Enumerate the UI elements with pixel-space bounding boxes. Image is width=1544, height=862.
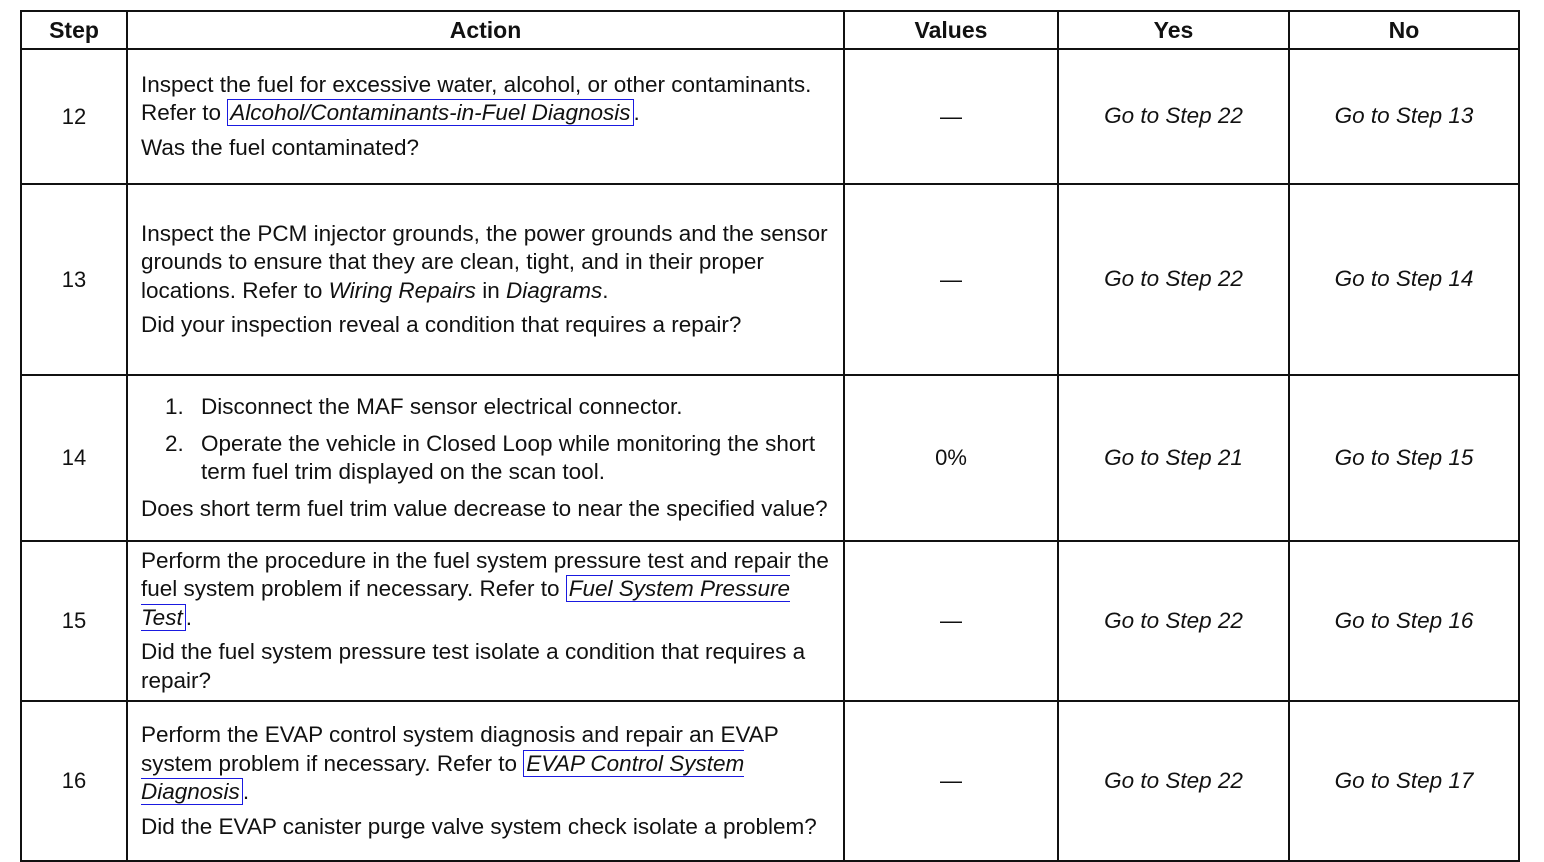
action-question: Did your inspection reveal a condition that requires a repair?	[141, 312, 742, 337]
table-row	[21, 375, 1519, 541]
diagnostic-table	[20, 10, 1520, 862]
action-cell	[127, 184, 844, 375]
action-text-mid: in	[475, 277, 506, 303]
reference-diagrams: Diagrams	[505, 277, 603, 303]
reference-link[interactable]: Alcohol/Contaminants-in-Fuel Diagnosis	[227, 99, 633, 126]
value-cell: 0%	[844, 375, 1058, 541]
reference-link[interactable]: EVAP Control System Diagnosis	[141, 750, 745, 804]
header-yes: Yes	[1058, 11, 1289, 49]
no-action: Go to Step 15	[1289, 375, 1519, 541]
no-action: Go to Step 16	[1289, 541, 1519, 701]
no-action: Go to Step 17	[1289, 701, 1519, 861]
action-text-end: .	[185, 604, 192, 630]
action-question: Was the fuel contaminated?	[141, 134, 420, 160]
action-question: Did the EVAP canister purge valve system check isolate a problem?	[141, 813, 817, 839]
procedure-item	[141, 430, 835, 487]
step-number: 14	[21, 375, 127, 541]
table-row	[21, 49, 1519, 184]
step-number: 12	[21, 49, 127, 184]
header-row	[21, 11, 1519, 49]
action-instruction	[141, 547, 835, 633]
yes-action: Go to Step 22	[1058, 701, 1289, 861]
action-text-end: .	[602, 277, 609, 303]
header-step: Step	[21, 11, 127, 49]
action-question: Does short term fuel trim value decrease to near the specified value?	[141, 495, 828, 521]
action-text-end: .	[242, 779, 250, 804]
action-cell	[127, 541, 844, 701]
procedure-text: Operate the vehicle in Closed Loop while monitoring the short term fuel trim displayed on the scan tool.	[201, 430, 816, 484]
no-action: Go to Step 14	[1289, 184, 1519, 375]
yes-action: Go to Step 22	[1058, 49, 1289, 184]
value-cell: —	[844, 701, 1058, 861]
header-values: Values	[844, 11, 1058, 49]
action-question: Did the fuel system pressure test isolate a condition that requires a repair?	[141, 639, 806, 693]
yes-action: Go to Step 22	[1058, 184, 1289, 375]
header-no: No	[1289, 11, 1519, 49]
action-text: Inspect the PCM injector grounds, the power grounds and the sensor grounds to ensure that they are clean, tight, and in their proper locations. Refer to	[141, 220, 828, 303]
procedure-item	[141, 393, 835, 422]
procedure-list	[141, 393, 835, 487]
value-cell: —	[844, 184, 1058, 375]
action-text: Perform the procedure in the fuel system pressure test and repair the fuel system problem if necessary. Refer to	[141, 547, 829, 602]
procedure-text: Disconnect the MAF sensor electrical connector.	[201, 394, 683, 419]
action-text-end: .	[633, 100, 640, 126]
procedure-number: 1.	[165, 394, 184, 419]
action-instruction	[141, 71, 835, 128]
header-action: Action	[127, 11, 844, 49]
yes-action: Go to Step 21	[1058, 375, 1289, 541]
procedure-number: 2.	[165, 430, 184, 456]
step-number: 15	[21, 541, 127, 701]
step-number: 13	[21, 184, 127, 375]
action-cell	[127, 49, 844, 184]
reference-link[interactable]: Fuel System Pressure Test	[141, 576, 791, 630]
yes-action: Go to Step 22	[1058, 541, 1289, 701]
no-action: Go to Step 13	[1289, 49, 1519, 184]
table-row	[21, 701, 1519, 861]
step-number: 16	[21, 701, 127, 861]
reference-wiring-repairs: Wiring Repairs	[328, 277, 476, 303]
table-row	[21, 184, 1519, 375]
action-text: Perform the EVAP control system diagnosis and repair an EVAP system problem if necessary. Refer to	[141, 722, 779, 776]
action-cell	[127, 701, 844, 861]
table-row	[21, 541, 1519, 701]
action-instruction	[141, 220, 835, 306]
action-cell	[127, 375, 844, 541]
value-cell: —	[844, 541, 1058, 701]
action-instruction	[141, 721, 835, 807]
action-text: Inspect the fuel for excessive water, alcohol, or other contaminants. Refer to	[141, 71, 812, 126]
value-cell: —	[844, 49, 1058, 184]
